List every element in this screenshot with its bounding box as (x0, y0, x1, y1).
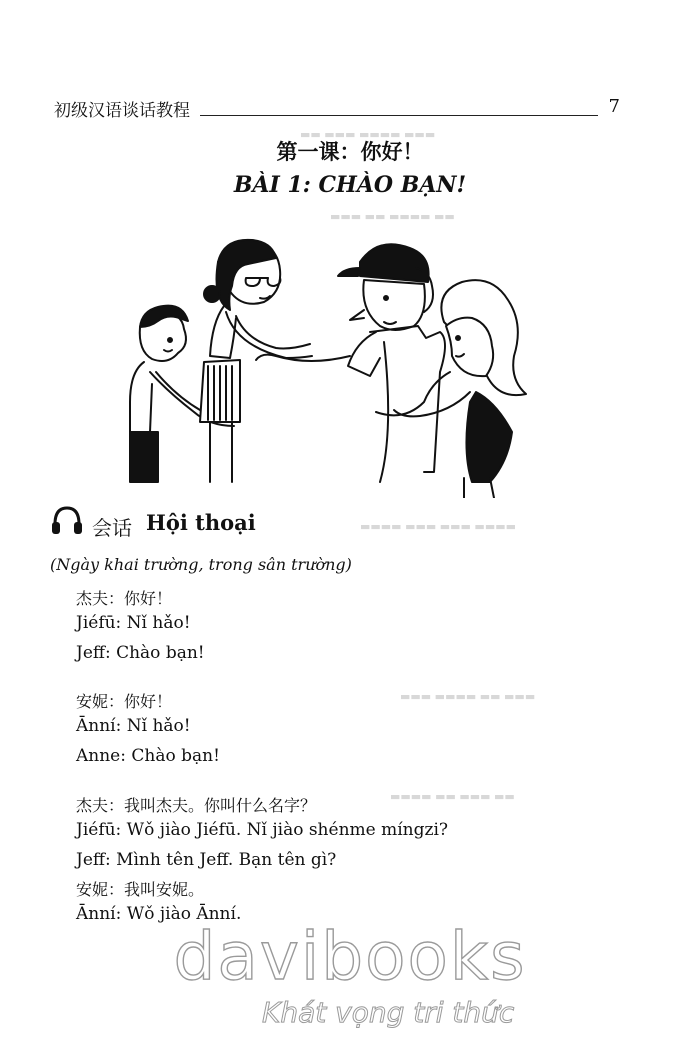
lesson-title-vn: BÀI 1: CHÀO BẠN! (233, 172, 467, 198)
man-figure (256, 244, 445, 482)
dialogue-line: 安妮：你好！ (76, 692, 173, 711)
dialogue-context: (Ngày khai trường, trong sân trường) (50, 555, 352, 574)
dialogue-line: 安妮：我叫安妮。 (76, 880, 205, 899)
page-header (54, 96, 620, 124)
show-through-text: ▬▬▬▬ ▬▬▬ ▬▬▬ ▬▬▬▬ (360, 520, 516, 533)
show-through-text: ▬▬▬ ▬▬ ▬▬▬▬ ▬▬ (330, 210, 455, 223)
dialogue-line: Ānní: Nǐ hǎo! (76, 716, 191, 736)
dialogue-line: Jiéfū: Nǐ hǎo! (76, 613, 191, 633)
dialogue-line: 杰夫：我叫杰夫。你叫什么名字？ (76, 796, 317, 815)
dialogue-section-header (50, 500, 450, 544)
dialogue-line: Jeff: Chào bạn! (76, 643, 205, 663)
dialogue-line: Jiéfū: Wǒ jiào Jiéfū. Nǐ jiào shénme míngzi? (76, 820, 448, 840)
show-through-text: ▬▬ ▬▬▬ ▬▬▬▬ ▬▬▬ (300, 128, 436, 141)
watermark-slogan: Khát vọng tri thức (262, 996, 515, 1029)
book-title: 初级汉语谈话教程 (54, 101, 190, 121)
dialogue-line: Ānní: Wǒ jiào Ānní. (76, 904, 242, 924)
watermark-brand: davibooks (173, 918, 527, 995)
show-through-text: ▬▬▬▬ ▬▬ ▬▬▬ ▬▬ (390, 790, 515, 803)
section-label-cn: 会话 (92, 516, 132, 540)
dialogue-line: Jeff: Mình tên Jeff. Bạn tên gì? (76, 850, 337, 870)
dialogue-line: 杰夫：你好！ (76, 589, 173, 608)
greeting-illustration (120, 222, 540, 498)
section-label-vn: Hội thoại (146, 510, 256, 535)
show-through-text: ▬▬▬ ▬▬▬▬ ▬▬ ▬▬▬ (400, 690, 536, 703)
page-number: 7 (608, 96, 620, 117)
headphones-icon (50, 504, 84, 538)
lesson-title-cn: 第一课：你好！ (276, 140, 424, 164)
header-rule (200, 115, 598, 116)
dialogue-line: Anne: Chào bạn! (76, 746, 220, 766)
